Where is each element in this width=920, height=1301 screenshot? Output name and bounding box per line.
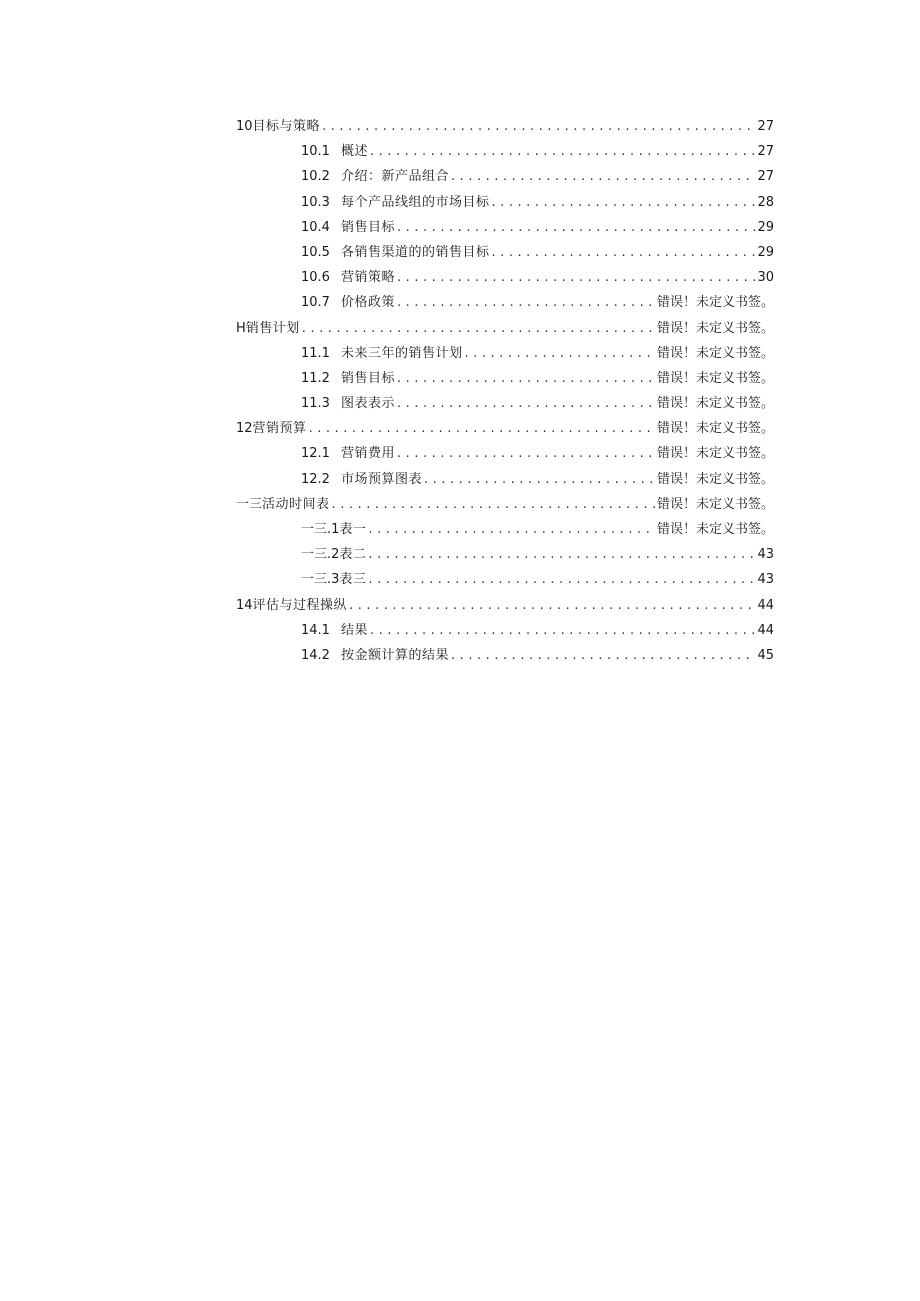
- toc-entry-title: 活动时间表: [262, 496, 330, 512]
- toc-dot-leader: [370, 139, 755, 164]
- toc-entry-title: 图表表示: [341, 396, 396, 412]
- toc-entry-number: 一三.1: [301, 522, 340, 537]
- toc-dot-leader: [451, 643, 755, 668]
- toc-entry-title: 销售目标: [341, 219, 396, 235]
- toc-entry[interactable]: [236, 567, 774, 592]
- toc-entry-page: 错误！未定义书签。: [656, 522, 774, 537]
- toc-entry-number: 14.2: [301, 647, 330, 663]
- toc-entry-page: 29: [757, 219, 774, 235]
- toc-entry[interactable]: [236, 517, 774, 542]
- toc-entry-page: 44: [757, 622, 774, 638]
- toc-entry-page: 27: [757, 119, 774, 134]
- toc-dot-leader: [332, 492, 655, 517]
- toc-entry[interactable]: [236, 366, 774, 391]
- toc-entry[interactable]: [236, 139, 774, 164]
- table-of-contents: [236, 114, 774, 668]
- toc-entry[interactable]: [236, 341, 774, 366]
- toc-entry-number: 14.1: [301, 622, 330, 638]
- toc-dot-leader: [424, 467, 655, 492]
- toc-entry-number: 12: [236, 421, 253, 437]
- toc-dot-leader: [302, 316, 655, 341]
- toc-entry-number: 10.3: [301, 194, 330, 210]
- toc-entry-title: 评估与过程操纵: [252, 597, 348, 613]
- toc-entry[interactable]: [236, 316, 774, 341]
- toc-entry-title: 未来三年的销售计划: [341, 345, 463, 361]
- toc-dot-leader: [349, 593, 755, 618]
- toc-entry-number: 一三.3: [301, 572, 340, 588]
- toc-entry-number: 10.6: [301, 270, 330, 286]
- toc-dot-leader: [397, 290, 655, 315]
- toc-entry[interactable]: [236, 240, 774, 265]
- toc-dot-leader: [368, 542, 755, 567]
- toc-dot-leader: [309, 416, 655, 441]
- toc-dot-leader: [397, 366, 655, 391]
- toc-entry-title: 市场预算图表: [341, 471, 423, 487]
- toc-entry-page: 错误！未定义书签。: [656, 471, 774, 487]
- toc-entry-number: 12.1: [301, 446, 330, 462]
- toc-entry-title: 销售目标: [341, 370, 396, 386]
- toc-dot-leader: [368, 567, 755, 592]
- toc-entry-page: 27: [757, 144, 774, 160]
- toc-dot-leader: [397, 265, 755, 290]
- toc-entry-page: 错误！未定义书签。: [656, 396, 774, 412]
- toc-dot-leader: [492, 240, 756, 265]
- toc-entry-page: 29: [757, 244, 774, 260]
- toc-entry-page: 27: [757, 169, 774, 185]
- toc-entry-title: 表三: [339, 572, 367, 588]
- toc-entry-number: 10.2: [301, 169, 330, 185]
- toc-entry-number: H: [236, 320, 246, 336]
- toc-entry-page: 30: [757, 270, 774, 286]
- toc-entry-title: 营销预算: [252, 421, 307, 437]
- toc-entry-number: 一三.2: [301, 547, 340, 563]
- toc-entry-title: 价格政策: [341, 295, 396, 311]
- toc-entry-number: 14: [236, 597, 253, 613]
- toc-entry-title: 各销售渠道的的销售目标: [341, 244, 490, 260]
- toc-entry[interactable]: [236, 114, 774, 139]
- toc-entry[interactable]: [236, 215, 774, 240]
- toc-dot-leader: [492, 190, 756, 215]
- toc-entry[interactable]: [236, 593, 774, 618]
- toc-entry-title: 目标与策略: [252, 119, 321, 134]
- toc-dot-leader: [397, 391, 655, 416]
- toc-entry-page: 错误！未定义书签。: [656, 320, 774, 336]
- toc-entry-page: 43: [757, 547, 774, 563]
- toc-entry[interactable]: [236, 467, 774, 492]
- toc-entry-number: 10.4: [301, 219, 330, 235]
- toc-entry-page: 错误！未定义书签。: [656, 421, 774, 437]
- toc-entry-number: 11.3: [301, 396, 330, 412]
- toc-entry[interactable]: [236, 265, 774, 290]
- toc-entry[interactable]: [236, 492, 774, 517]
- toc-entry-title: 概述: [341, 144, 369, 160]
- toc-entry-page: 错误！未定义书签。: [656, 496, 774, 512]
- toc-entry[interactable]: [236, 441, 774, 466]
- toc-entry-number: 10.1: [301, 144, 330, 160]
- toc-entry-number: 11.1: [301, 345, 330, 361]
- toc-entry-number: 12.2: [301, 471, 330, 487]
- toc-dot-leader: [370, 618, 755, 643]
- toc-entry-title: 结果: [341, 622, 369, 638]
- toc-entry-page: 44: [757, 597, 774, 613]
- toc-entry-title: 表二: [339, 547, 367, 563]
- toc-dot-leader: [322, 114, 755, 139]
- toc-entry-title: 营销费用: [341, 446, 396, 462]
- toc-entry[interactable]: [236, 391, 774, 416]
- toc-entry-number: 10: [236, 119, 253, 134]
- toc-entry[interactable]: [236, 618, 774, 643]
- toc-dot-leader: [451, 164, 755, 189]
- toc-entry[interactable]: [236, 643, 774, 668]
- toc-entry[interactable]: [236, 416, 774, 441]
- toc-entry[interactable]: [236, 164, 774, 189]
- toc-entry[interactable]: [236, 290, 774, 315]
- toc-entry-page: 45: [757, 647, 774, 663]
- toc-entry-page: 28: [757, 194, 774, 210]
- toc-entry-page: 错误！未定义书签。: [656, 446, 774, 462]
- toc-entry-title: 按金额计算的结果: [341, 647, 450, 663]
- toc-dot-leader: [397, 441, 655, 466]
- toc-dot-leader: [465, 341, 655, 366]
- toc-entry-page: 错误！未定义书签。: [656, 370, 774, 386]
- toc-entry-title: 介绍：新产品组合: [341, 169, 450, 185]
- toc-entry-page: 错误！未定义书签。: [656, 345, 774, 361]
- toc-entry-number: 11.2: [301, 370, 330, 386]
- toc-dot-leader: [397, 215, 755, 240]
- toc-entry-title: 每个产品线组的市场目标: [341, 194, 490, 210]
- toc-entry-number: 10.7: [301, 295, 330, 311]
- toc-entry-page: 43: [757, 572, 774, 588]
- toc-entry-page: 错误！未定义书签。: [656, 295, 774, 311]
- toc-entry[interactable]: [236, 190, 774, 215]
- toc-dot-leader: [368, 517, 655, 542]
- toc-entry-number: 10.5: [301, 244, 330, 260]
- toc-entry[interactable]: [236, 542, 774, 567]
- toc-entry-title: 营销策略: [341, 270, 396, 286]
- toc-entry-number: 一三: [236, 496, 263, 512]
- toc-entry-title: 表一: [339, 522, 367, 537]
- toc-entry-title: 销售计划: [245, 320, 300, 336]
